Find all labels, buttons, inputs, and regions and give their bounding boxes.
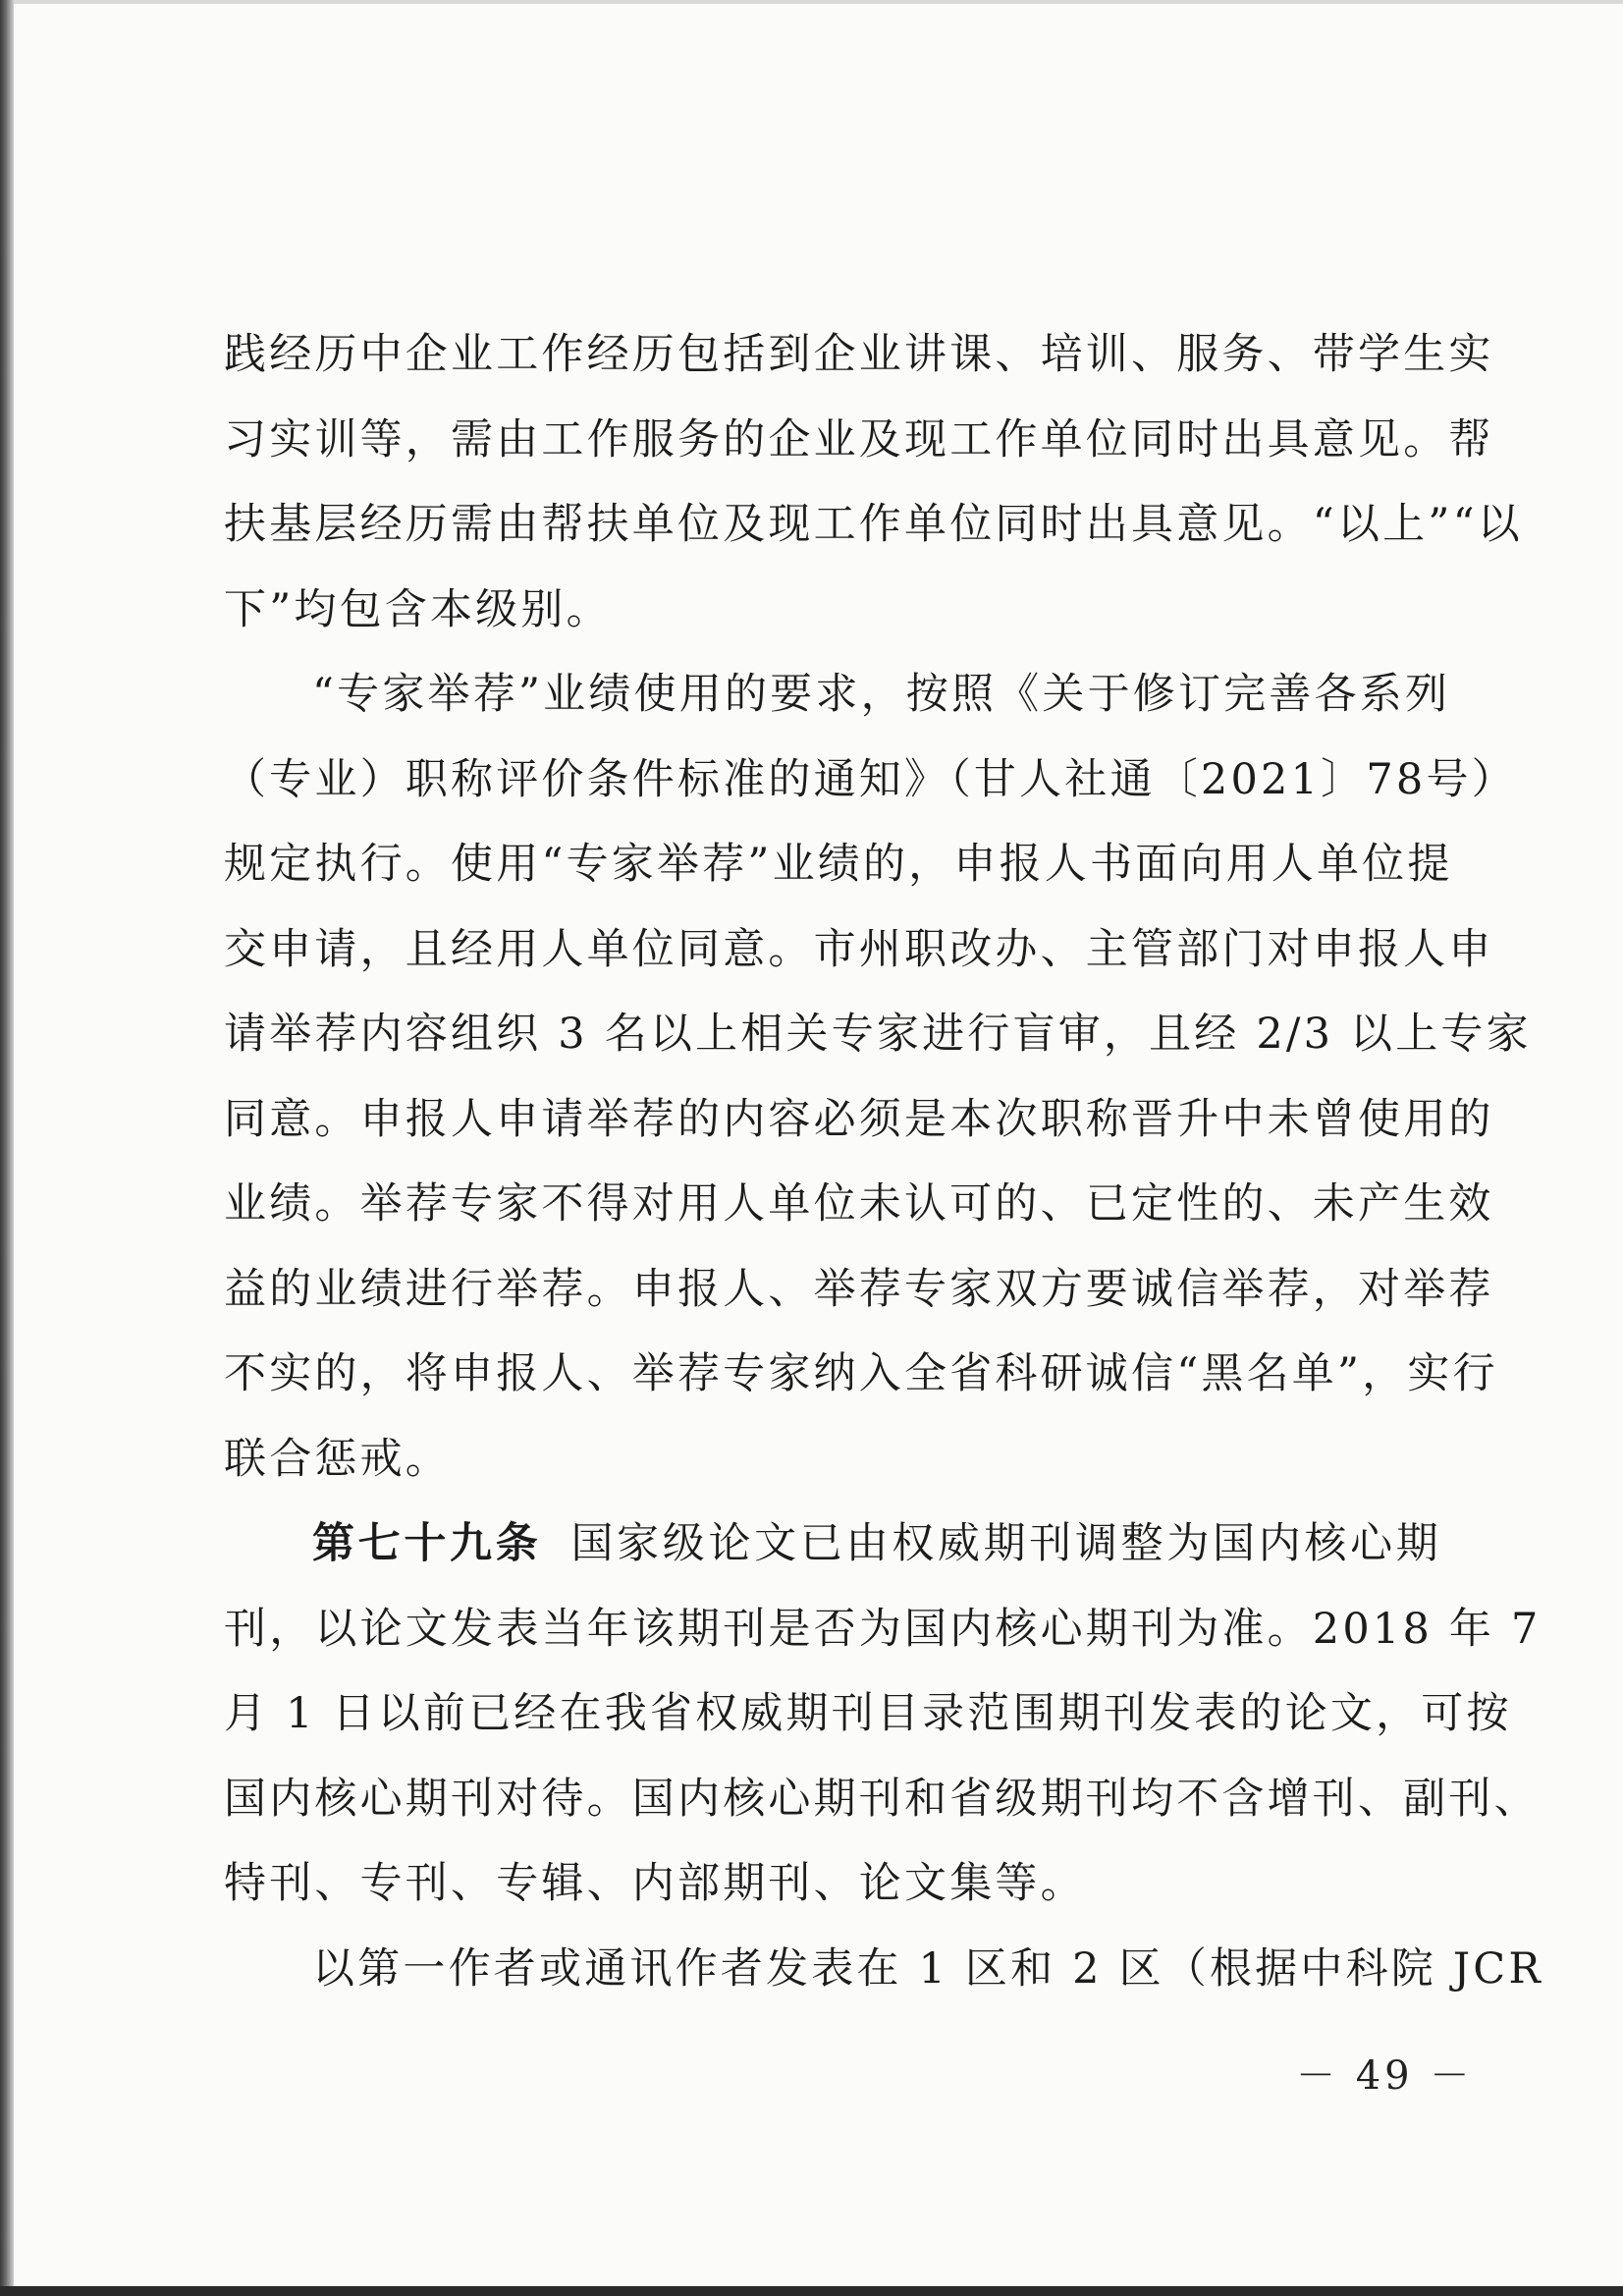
text-line: 特刊、专刊、专辑、内部期刊、论文集等。 [224,1859,1086,1908]
article-line [224,1502,1441,1587]
text-line: 国内核心期刊对待。国内核心期刊和省级期刊均不含增刊、副刊、 [224,1774,1540,1824]
text-line: 刊，以论文发表当年该期刊是否为国内核心期刊为准。2018 年 7 [224,1604,1542,1654]
scan-top-edge [0,0,1623,4]
text-line: 益的业绩进行举荐。申报人、举荐专家双方要诚信举荐，对举荐 [224,1264,1494,1314]
text-line: 扶基层经历需由帮扶单位及现工作单位同时出具意见。“以上”“以 [224,500,1523,549]
text-line: 习实训等，需由工作服务的企业及现工作单位同时出具意见。帮 [224,414,1494,465]
text-line: 下”均包含本级别。 [224,584,612,634]
article-text: 国家级论文已由权威期刊调整为国内核心期 [570,1519,1441,1568]
scan-bottom-edge [0,2286,1623,2296]
text-line: 交申请，且经用人单位同意。市州职改办、主管部门对申报人申 [224,924,1494,974]
text-line: 不实的，将申报人、举荐专家纳入全省科研诚信“黑名单”，实行 [224,1349,1498,1398]
text-line: 践经历中企业工作经历包括到企业讲课、培训、服务、带学生实 [224,330,1494,379]
text-line: 请举荐内容组织 3 名以上相关专家进行盲审，且经 2/3 以上专家 [224,1010,1532,1059]
article-heading: 第七十九条 [312,1519,542,1568]
text-line: 业绩。举荐专家不得对用人单位未认可的、已定性的、未产生效 [224,1179,1494,1229]
page-number: － 49 － [1296,2053,1474,2099]
text-line: 月 1 日以前已经在我省权威期刊目录范围期刊发表的论文，可按 [224,1689,1512,1738]
text-line: （专业）职称评价条件标准的通知》（甘人社通〔2021〕78号） [224,754,1517,804]
scan-binding-edge [0,0,14,2296]
body-text [224,312,1543,2011]
paragraph-start-line: “专家举荐”业绩使用的要求，按照《关于修订完善各系列 [312,670,1451,719]
text-line: 规定执行。使用“专家举荐”业绩的，申报人书面向用人单位提 [224,840,1453,889]
paragraph-start-line: 以第一作者或通讯作者发表在 1 区和 2 区（根据中科院 JCR [312,1943,1543,1994]
text-line: 联合惩戒。 [224,1434,451,1484]
text-line: 同意。申报人申请举荐的内容必须是本次职称晋升中未曾使用的 [224,1094,1494,1144]
